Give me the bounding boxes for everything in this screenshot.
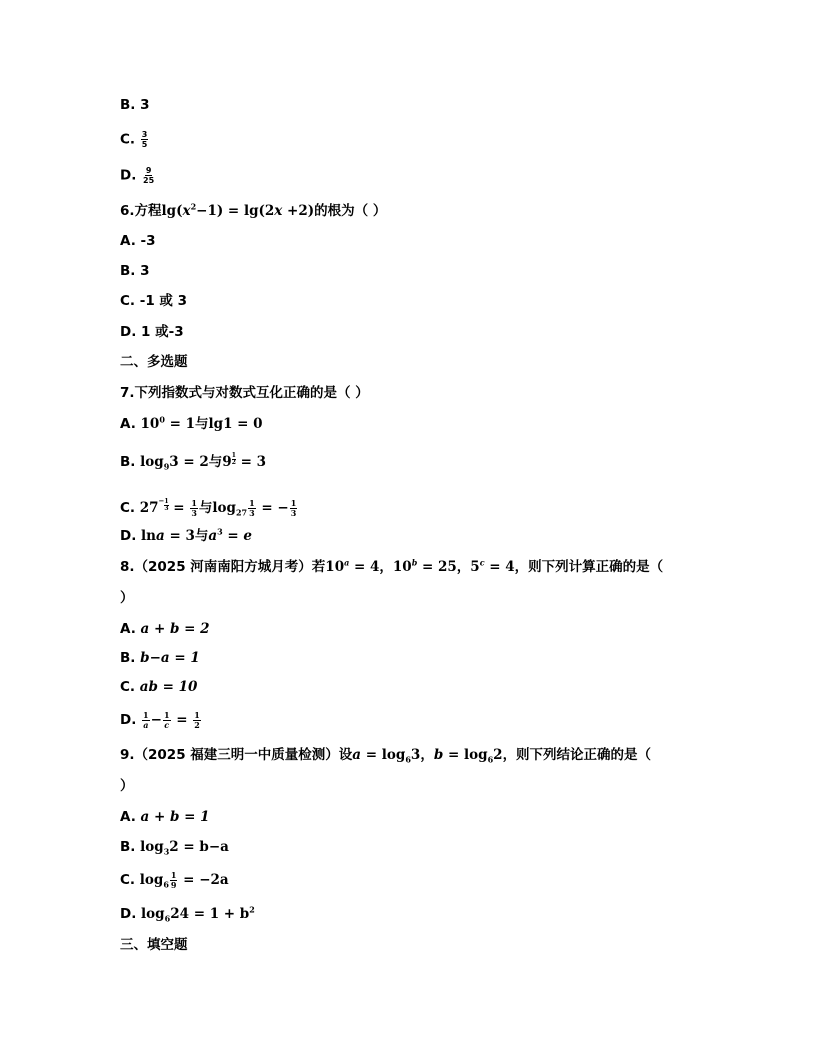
section-heading-multiple-choice: 二、多选题 bbox=[120, 354, 188, 370]
question-6-stem: 6.方程$\lg(x^2-1) = \lg(2x +2)$的根为（ ） bbox=[120, 201, 387, 219]
question-8-stem: 8.（2025 河南南阳方城月考）若$10^a = 4$，$10^b = 25$，$5^c = 4$，则下列计算正确的是（ bbox=[120, 557, 664, 575]
q7-option-a: A. $10^0 = 1$与lg1 = 0 bbox=[120, 414, 263, 432]
q5-option-d bbox=[120, 166, 156, 185]
q9-option-d: D. $\log_624 = 1 + b^2$ bbox=[120, 904, 255, 924]
q5-option-b bbox=[120, 96, 150, 114]
q9-option-c: C. $\log_6$ $\frac{1}{9}$ = −2a bbox=[120, 870, 229, 890]
option-letter: B. bbox=[120, 97, 141, 113]
option-text: 3 bbox=[140, 97, 150, 113]
q6-option-c: C. -1 或 3 bbox=[120, 293, 188, 309]
q8-option-a: A. a + b = 2 bbox=[120, 621, 210, 637]
q9-option-b: B. $\log_32 = b-a$ bbox=[120, 839, 229, 857]
q6-option-a: A. -3 bbox=[120, 233, 156, 249]
q9-option-a: A. a + b = 1 bbox=[120, 809, 210, 825]
q8-option-d: D. $\frac{1}{a}$ − $\frac{1}{c}$ = $\frac{1}{2}$ bbox=[120, 710, 200, 730]
section-heading-fill-in: 三、填空题 bbox=[120, 937, 188, 953]
q7-option-d: D. lna = 3与$a^3 = e$ bbox=[120, 526, 252, 544]
question-9-stem-close: ） bbox=[120, 778, 134, 794]
q6-option-b: B. 3 bbox=[120, 263, 150, 279]
question-7-stem: 7.下列指数式与对数式互化正确的是（ ） bbox=[120, 385, 369, 401]
question-9-stem: 9.（2025 福建三明一中质量检测）设$a = \log_63$，$b = \log_62$，则下列结论正确的是（ bbox=[120, 747, 652, 765]
q6-option-d: D. 1 或-3 bbox=[120, 324, 184, 340]
option-letter: D. bbox=[120, 167, 142, 184]
option-letter: C. bbox=[120, 131, 140, 148]
question-8-stem-close: ） bbox=[120, 590, 134, 606]
q7-option-b: B. $\log_93 = 2$与9 $\frac{1}{2}$ = 3 bbox=[120, 452, 266, 472]
q5-option-c bbox=[120, 130, 149, 149]
q7-option-c: C. 27− $\frac{1}{3}$ = $\frac{1}{3}$ 与$\log_{27}$ $\frac{1}{3}$ = − $\frac{1}{3}$ bbox=[120, 496, 297, 518]
q8-option-c: C. ab = 10 bbox=[120, 679, 198, 695]
fraction: $\frac{3}{5}$ bbox=[141, 130, 148, 149]
q8-option-b: B. b−a = 1 bbox=[120, 650, 200, 666]
fraction: $\frac{9}{25}$ bbox=[143, 166, 155, 185]
